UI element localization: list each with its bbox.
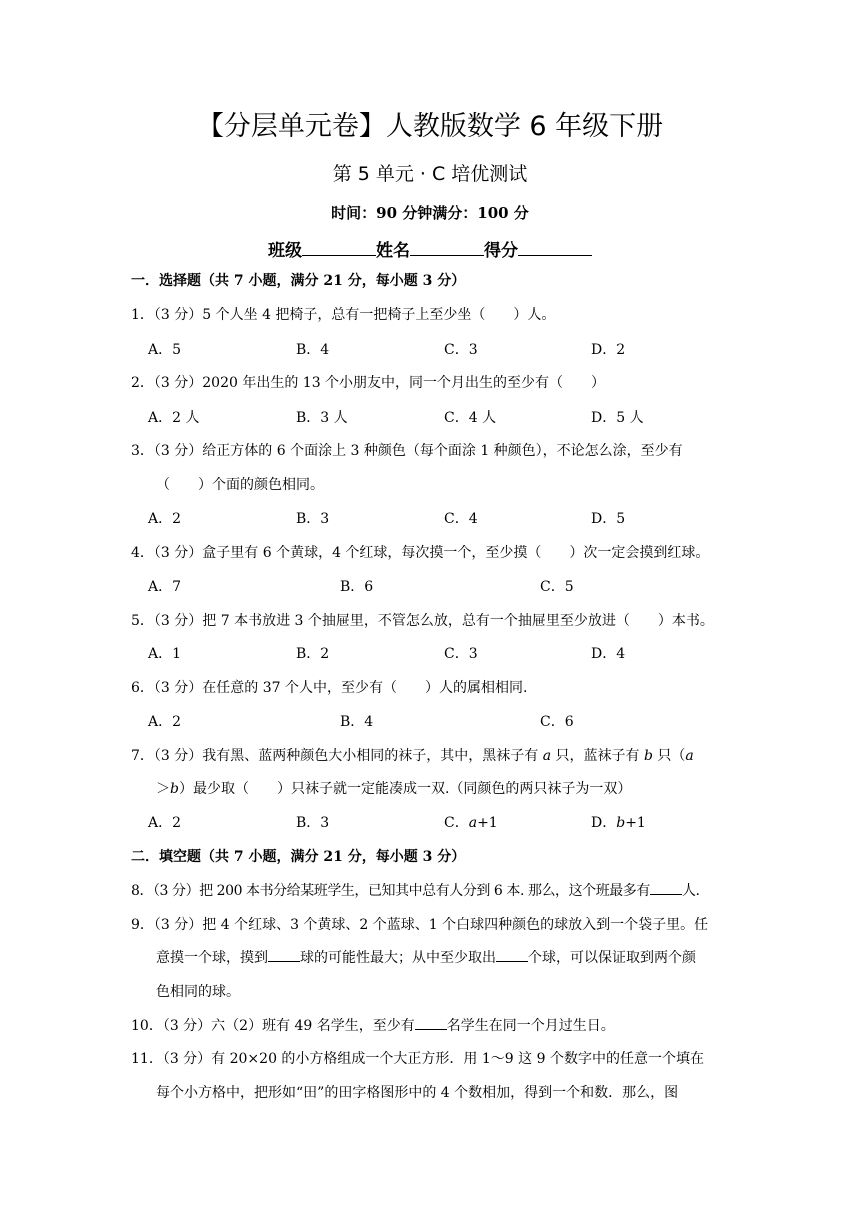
q8-text-b: 人.: [681, 883, 700, 899]
q7-var-b: b: [643, 748, 653, 764]
q6-option-b[interactable]: B．4: [340, 714, 374, 730]
page-subtitle: 第 5 单元 · C 培优测试: [332, 163, 528, 185]
q7-gt: ＞: [156, 781, 170, 797]
question-8: [131, 880, 699, 900]
q7-option-c[interactable]: [444, 812, 498, 832]
q3-option-a[interactable]: A．2: [148, 511, 182, 527]
question-7-line-2: [156, 778, 631, 798]
q7-d-prefix: D．: [591, 815, 617, 831]
question-5: 5．（3 分）把 7 本书放进 3 个抽屉里，不管怎么放，总有一个抽屉里至少放进（ ）本书。: [131, 613, 714, 629]
q10-answer-blank[interactable]: [415, 1017, 447, 1030]
q5-option-a[interactable]: A．1: [148, 646, 182, 662]
q7-d-var: b: [616, 815, 626, 831]
q7-var-a2: a: [685, 748, 694, 764]
section-heading-fill: 二．填空题（共 7 小题，满分 21 分，每小题 3 分）: [131, 849, 466, 865]
q9-answer-blank-2[interactable]: [496, 949, 528, 962]
q10-text-b: 名学生在同一个月过生日。: [446, 1018, 615, 1034]
page-title: 【分层单元卷】人教版数学 6 年级下册: [196, 111, 664, 142]
q7-text-c: 只（: [652, 748, 686, 764]
question-11-line-1: 11．（3 分）有 20×20 的小方格组成一个大正方形．用 1～9 这 9 个数字中的任意一个填在: [131, 1051, 704, 1067]
q5-option-b[interactable]: B．2: [296, 646, 330, 662]
q1-option-b[interactable]: B．4: [296, 342, 330, 358]
q2-option-b[interactable]: B．3 人: [296, 410, 348, 426]
q7-c-prefix: C．: [444, 815, 469, 831]
q3-option-b[interactable]: B．3: [296, 511, 330, 527]
question-10: [131, 1015, 615, 1035]
name-blank[interactable]: [410, 239, 484, 256]
question-6: 6．（3 分）在任意的 37 个人中，至少有（ ）人的属相相同.: [131, 680, 528, 696]
q7-d-suffix: +1: [625, 815, 646, 831]
q7-c-var: a: [468, 815, 478, 831]
question-9-line-2: [156, 947, 696, 967]
q7-var-b2: b: [170, 781, 179, 797]
q3-option-d[interactable]: D．5: [591, 511, 626, 527]
q8-text-a: 8．（3 分）把 200 本书分给某班学生，已知其中总有人分到 6 本. 那么，这个班最多有: [131, 883, 650, 899]
q4-option-b[interactable]: B．6: [340, 579, 374, 595]
name-label: 姓名: [376, 241, 410, 261]
q1-option-a[interactable]: A．5: [148, 342, 182, 358]
question-1: 1．（3 分）5 个人坐 4 把椅子，总有一把椅子上至少坐（ ）人。: [131, 307, 556, 323]
question-11-line-2: 每个小方格中，把形如“田”的田字格图形中的 4 个数相加，得到一个和数．那么，图: [156, 1085, 679, 1101]
q1-option-c[interactable]: C．3: [444, 342, 478, 358]
q6-option-c[interactable]: C．6: [540, 714, 574, 730]
class-label: 班级: [268, 241, 302, 261]
score-label: 得分: [484, 241, 518, 261]
q2-option-a[interactable]: A．2 人: [148, 410, 200, 426]
question-3-line-2: （ ）个面的颜色相同。: [156, 477, 324, 493]
question-3-line-1: 3．（3 分）给正方体的 6 个面涂上 3 种颜色（每个面涂 1 种颜色），不论怎么涂，至少有: [131, 443, 683, 459]
question-9-line-1: 9．（3 分）把 4 个红球、3 个黄球、2 个蓝球、1 个白球四种颜色的球放入到一个袋子里。任: [131, 917, 709, 933]
q6-option-a[interactable]: A．2: [148, 714, 182, 730]
question-9-line-3: 色相同的球。: [156, 984, 240, 1000]
q7-option-b[interactable]: B．3: [296, 815, 330, 831]
q10-text-a: 10．（3 分）六（2）班有 49 名学生，至少有: [131, 1018, 415, 1034]
q7-text-b: 只，蓝袜子有: [551, 748, 644, 764]
question-4: 4．（3 分）盒子里有 6 个黄球，4 个红球，每次摸一个，至少摸（ ）次一定会摸到红球。: [131, 545, 710, 561]
section-heading-choice: 一．选择题（共 7 小题，满分 21 分，每小题 3 分）: [131, 273, 466, 289]
q3-option-c[interactable]: C．4: [444, 511, 478, 527]
q7-text-d: ）最少取（ ）只袜子就一定能凑成一双.（同颜色的两只袜子为一双）: [178, 781, 632, 797]
q4-option-a[interactable]: A．7: [148, 579, 182, 595]
question-7-line-1: [131, 745, 694, 765]
q4-option-c[interactable]: C．5: [540, 579, 574, 595]
score-blank[interactable]: [518, 239, 592, 256]
q9-text-a: 意摸一个球，摸到: [156, 950, 268, 966]
q2-option-c[interactable]: C．4 人: [444, 410, 497, 426]
q1-option-d[interactable]: D．2: [591, 342, 626, 358]
q5-option-d[interactable]: D．4: [591, 646, 626, 662]
q9-text-c: 个球，可以保证取到两个颜: [528, 950, 696, 966]
q7-option-a[interactable]: A．2: [148, 815, 182, 831]
q7-text-a: 7．（3 分）我有黑、蓝两种颜色大小相同的袜子，其中，黑袜子有: [131, 748, 543, 764]
q7-var-a: a: [542, 748, 552, 764]
q7-c-suffix: +1: [477, 815, 498, 831]
q2-option-d[interactable]: D．5 人: [591, 410, 644, 426]
q9-text-b: 球的可能性最大；从中至少取出: [300, 950, 496, 966]
q7-option-d[interactable]: [591, 812, 646, 832]
time-info: 时间：90 分钟满分：100 分: [331, 204, 529, 222]
q9-answer-blank-1[interactable]: [268, 949, 300, 962]
q8-answer-blank[interactable]: [650, 882, 682, 895]
class-blank[interactable]: [302, 239, 376, 256]
question-2: 2．（3 分）2020 年出生的 13 个小朋友中，同一个月出生的至少有（ ）: [131, 375, 606, 391]
student-info-row: [0, 236, 860, 261]
q5-option-c[interactable]: C．3: [444, 646, 478, 662]
